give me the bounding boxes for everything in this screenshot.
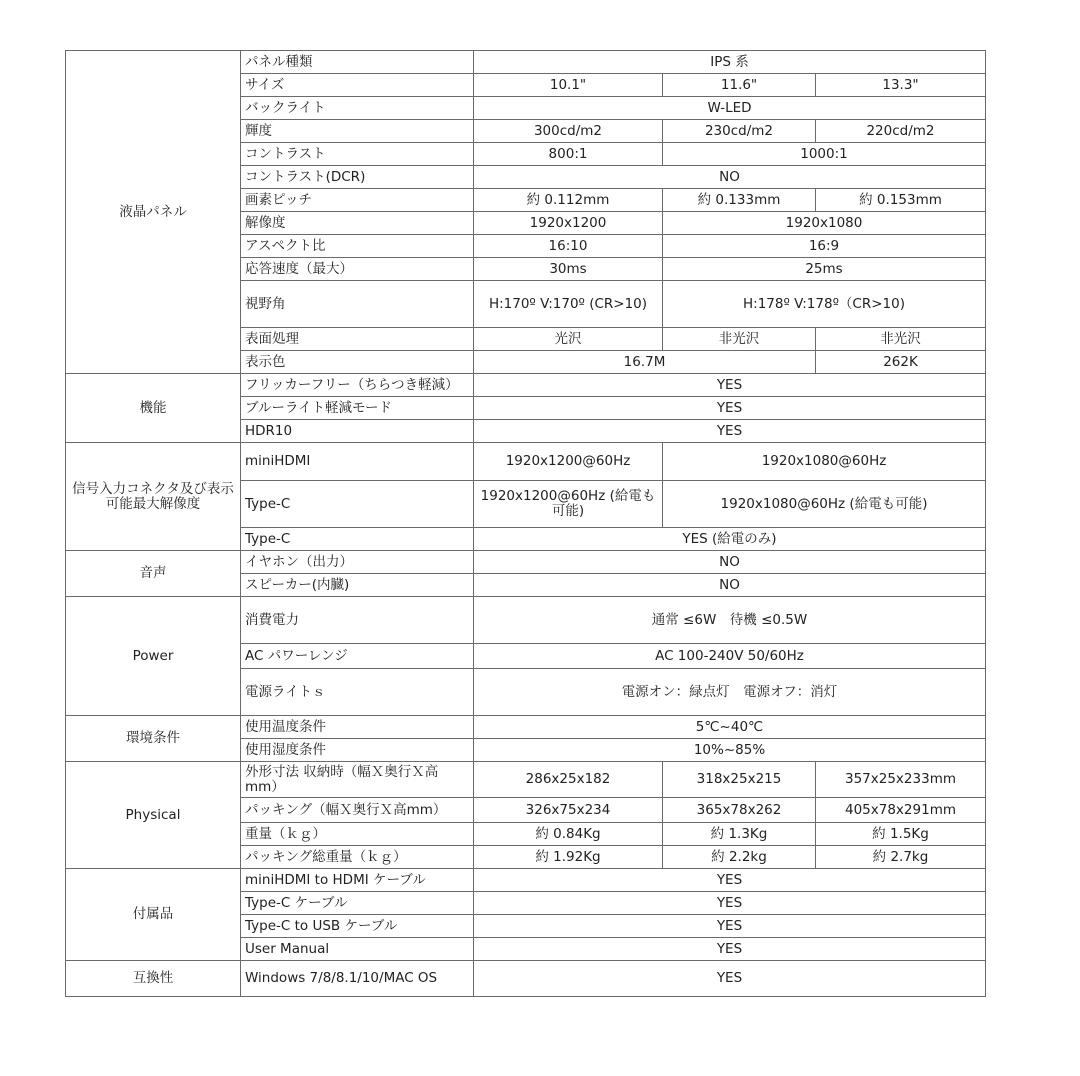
row-label: miniHDMI to HDMI ケーブル bbox=[241, 869, 474, 892]
row-value: 25ms bbox=[663, 258, 986, 281]
category-accessories: 付属品 bbox=[66, 869, 241, 961]
row-value: 約 1.3Kg bbox=[663, 823, 816, 846]
row-value: 10.1" bbox=[474, 74, 663, 97]
row-label: Type-C ケーブル bbox=[241, 892, 474, 915]
row-value: 1920x1080@60Hz (給電も可能) bbox=[663, 481, 986, 528]
row-label: スピーカー(内臓) bbox=[241, 574, 474, 597]
category-signal-input: 信号入力コネクタ及び表示可能最大解像度 bbox=[66, 443, 241, 551]
row-value: 220cd/m2 bbox=[816, 120, 986, 143]
row-value: 11.6" bbox=[663, 74, 816, 97]
row-value: H:178º V:178º（CR>10) bbox=[663, 281, 986, 328]
row-value: NO bbox=[474, 574, 986, 597]
row-value: 1920x1080@60Hz bbox=[663, 443, 986, 481]
row-label: アスペクト比 bbox=[241, 235, 474, 258]
row-value: 約 1.5Kg bbox=[816, 823, 986, 846]
row-value: 262K bbox=[816, 351, 986, 374]
row-value: 16:9 bbox=[663, 235, 986, 258]
category-physical: Physical bbox=[66, 762, 241, 869]
row-value: 約 0.84Kg bbox=[474, 823, 663, 846]
row-value: 約 2.2kg bbox=[663, 846, 816, 869]
row-label: フリッカーフリー（ちらつき軽減） bbox=[241, 374, 474, 397]
row-label: サイズ bbox=[241, 74, 474, 97]
row-value: 1920x1080 bbox=[663, 212, 986, 235]
row-label: HDR10 bbox=[241, 420, 474, 443]
row-value: YES bbox=[474, 374, 986, 397]
row-value: H:170º V:170º (CR>10) bbox=[474, 281, 663, 328]
row-label: 応答速度（最大） bbox=[241, 258, 474, 281]
row-label: ブルーライト軽減モード bbox=[241, 397, 474, 420]
row-value: AC 100-240V 50/60Hz bbox=[474, 644, 986, 669]
row-value: 230cd/m2 bbox=[663, 120, 816, 143]
row-value: 光沢 bbox=[474, 328, 663, 351]
row-label: パッキング（幅Ｘ奥行Ｘ高mm） bbox=[241, 798, 474, 823]
row-label: 視野角 bbox=[241, 281, 474, 328]
row-value: 非光沢 bbox=[816, 328, 986, 351]
row-value: 1920x1200 bbox=[474, 212, 663, 235]
row-label: パッキング総重量（ｋｇ） bbox=[241, 846, 474, 869]
row-label: 使用温度条件 bbox=[241, 716, 474, 739]
row-label: 解像度 bbox=[241, 212, 474, 235]
row-label: 表面処理 bbox=[241, 328, 474, 351]
row-value: 286x25x182 bbox=[474, 762, 663, 798]
row-value: 300cd/m2 bbox=[474, 120, 663, 143]
row-value: 13.3" bbox=[816, 74, 986, 97]
category-features: 機能 bbox=[66, 374, 241, 443]
row-value: 357x25x233mm bbox=[816, 762, 986, 798]
row-value: 10%~85% bbox=[474, 739, 986, 762]
row-value: 約 0.133mm bbox=[663, 189, 816, 212]
row-value: 16:10 bbox=[474, 235, 663, 258]
category-lcd-panel: 液晶パネル bbox=[66, 51, 241, 374]
row-label: コントラスト bbox=[241, 143, 474, 166]
row-value: YES bbox=[474, 869, 986, 892]
row-value: W-LED bbox=[474, 97, 986, 120]
row-label: 消費電力 bbox=[241, 597, 474, 644]
row-value: 318x25x215 bbox=[663, 762, 816, 798]
row-value: 通常 ≤6W 待機 ≤0.5W bbox=[474, 597, 986, 644]
row-value: 326x75x234 bbox=[474, 798, 663, 823]
row-value: 405x78x291mm bbox=[816, 798, 986, 823]
row-value: YES bbox=[474, 397, 986, 420]
row-label: Windows 7/8/8.1/10/MAC OS bbox=[241, 961, 474, 997]
row-value: 800:1 bbox=[474, 143, 663, 166]
row-label: Type-C bbox=[241, 528, 474, 551]
row-label: Type-C bbox=[241, 481, 474, 528]
category-compatibility: 互換性 bbox=[66, 961, 241, 997]
row-value: 1920x1200@60Hz (給電も可能) bbox=[474, 481, 663, 528]
row-label: 使用湿度条件 bbox=[241, 739, 474, 762]
row-value: YES bbox=[474, 892, 986, 915]
row-label: 重量（ｋｇ） bbox=[241, 823, 474, 846]
row-value: 約 0.153mm bbox=[816, 189, 986, 212]
row-label: 輝度 bbox=[241, 120, 474, 143]
row-value: YES (給電のみ) bbox=[474, 528, 986, 551]
row-value: 1920x1200@60Hz bbox=[474, 443, 663, 481]
row-value: 1000:1 bbox=[663, 143, 986, 166]
category-audio: 音声 bbox=[66, 551, 241, 597]
row-label: miniHDMI bbox=[241, 443, 474, 481]
row-label: 電源ライトｓ bbox=[241, 669, 474, 716]
row-value: 約 2.7kg bbox=[816, 846, 986, 869]
row-value: YES bbox=[474, 961, 986, 997]
row-label: User Manual bbox=[241, 938, 474, 961]
row-label: 外形寸法 収納時（幅Ｘ奥行Ｘ高mm） bbox=[241, 762, 474, 798]
row-label: AC パワーレンジ bbox=[241, 644, 474, 669]
row-value: NO bbox=[474, 551, 986, 574]
category-environment: 環境条件 bbox=[66, 716, 241, 762]
category-power: Power bbox=[66, 597, 241, 716]
row-value: NO bbox=[474, 166, 986, 189]
row-value: 5℃~40℃ bbox=[474, 716, 986, 739]
row-label: バックライト bbox=[241, 97, 474, 120]
row-label: パネル種類 bbox=[241, 51, 474, 74]
row-label: 画素ピッチ bbox=[241, 189, 474, 212]
row-value: 非光沢 bbox=[663, 328, 816, 351]
row-value: 約 0.112mm bbox=[474, 189, 663, 212]
spec-table bbox=[65, 50, 986, 997]
row-label: イヤホン（出力） bbox=[241, 551, 474, 574]
row-label: Type-C to USB ケーブル bbox=[241, 915, 474, 938]
row-value: IPS 系 bbox=[474, 51, 986, 74]
row-value: 365x78x262 bbox=[663, 798, 816, 823]
row-value: 30ms bbox=[474, 258, 663, 281]
row-value: 16.7M bbox=[474, 351, 816, 374]
row-label: コントラスト(DCR) bbox=[241, 166, 474, 189]
row-value: YES bbox=[474, 420, 986, 443]
row-label: 表示色 bbox=[241, 351, 474, 374]
row-value: 約 1.92Kg bbox=[474, 846, 663, 869]
row-value: YES bbox=[474, 938, 986, 961]
row-value: YES bbox=[474, 915, 986, 938]
row-value: 電源オン：緑点灯 電源オフ：消灯 bbox=[474, 669, 986, 716]
